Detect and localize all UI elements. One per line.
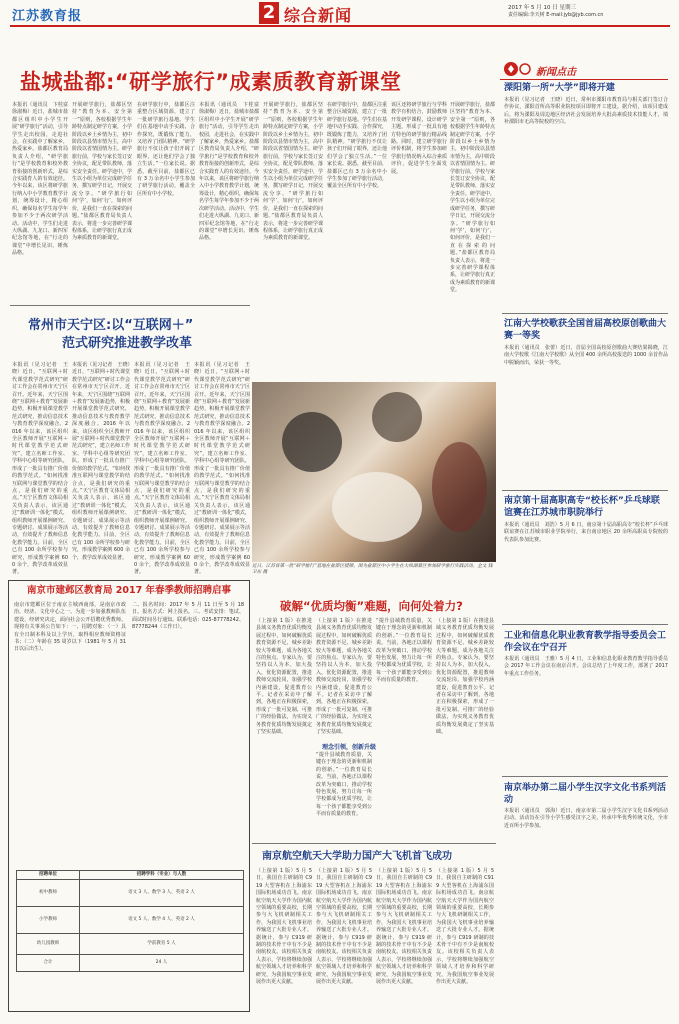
article3-col-4: （上接第 1 版）在推进县域义务教育优质均衡发展过程中，如何破解优质教育资源不足、城乡差距较大等难题，成为各地关注的焦点。专家认为，要坚持以人为本，加大投入，优化资源配置，推进教师交流轮岗，加强学校内涵建设，促进教育公平。记者在采访中了解到，各地正在积极探索，形成了一批可复制、可推广的经验做法，为实现义务教育优质均衡发展奠定了坚实基础。: [436, 618, 494, 736]
table-row: 小学教师 语文 5 人、数学 4 人、英语 2 人: [17, 907, 244, 934]
article2-col-2: 本报讯（见习记者 王晓）近日，“互联网＋时代课堂教学范式研究”研讨工作会在常州市天宁区召开。近年来，天宁区围绕“互联网＋教育”发展新趋势，积极开展课堂教学范式研究，推动信息技术与教育教学深度融合。2016 年以来，该区组织全区教师开展“互联网＋时代课堂教学范式研究”，建立名师工作室、学科中心组等研究团队，形成了一批具有推广价值的教学范式。“如何找准互联网与课堂教学的结合点，是我们研究的重点。”天宁区教育文体局相关负责人表示，该区通过“教研训一体化”模式，组织教师开展课例研究、专题研讨、成果展示等活动，有效提升了教师信息化教学能力。目前，全区已有 100 余所学校参与研究，形成教学案例 600 余个，教学改革成效显著。: [72, 362, 130, 561]
article3-col-2b: “提升县域教育质量，关键在于理念的更新和机制的创新。”一位教育局长说。当前，各地正以课程改革为突破口，推动学校特色发展，努力让每一所学校都成为优质学校，让每一个孩子都能享受到公平而有质量的教育。: [316, 752, 372, 818]
page-number-badge: 2: [259, 2, 279, 24]
article3-col-1: （上接第 1 版）在推进县域义务教育优质均衡发展过程中，如何破解优质教育资源不足、城乡差距较大等难题，成为各地关注的焦点。专家认为，要坚持以人为本，加大投入，优化资源配置，推进教师交流轮岗，加强学校内涵建设，促进教育公平。记者在采访中了解到，各地正在积极探索，形成了一批可复制、可推广的经验做法，为实现义务教育优质均衡发展奠定了坚实基础。: [256, 618, 312, 736]
article4-col-3: （上接第 1 版）5 月 5 日，我国自主研制的 C919 大型客机在上海浦东国际机场成功首飞。南京航空航天大学作为国内航空领域的重要高校，长期参与大飞机研制相关工作，为我国大飞机事业培养输送了大批专业人才。据统计，参与 C919 研制的技术骨干中有不少是南航校友。该校相关负责人表示，学校将继续加强航空领域人才培养和科学研究，为我国航空事业发展作出更大贡献。: [376, 868, 432, 986]
article3-subhead: 理念引领，创新升级: [322, 744, 377, 751]
editor-line: 责任编辑:李天树 E-mail:jyb@jyb.com.cn: [508, 12, 604, 18]
sidebar-item-body: 本报讯（通讯员 郭海）近日，南京市第二届小学生汉字文化书系列活动启动。活动旨在引导小学生感受汉字之美，传承中华优秀传统文化，全市近百所小学参加。: [504, 808, 668, 829]
main-headline: 盐城盐都:“研学旅行”成素质教育新课堂: [20, 70, 402, 94]
sidebar-tag: 新闻点击: [536, 67, 576, 78]
main-article-col-1: 本报讯（通讯员 卞桂富 徐淑梅）近日，盐城市盐都区组织中小学生开展“研学旅行”活动，引导学生走出校园，走进社会，在实践中了解家乡，热爱家乡。盐都区教育局负责人介绍，“研学旅行”是学校教育和校外教育衔接的创新形式，是综合实践育人的有效途径。今年以来，该区将研学旅行纳入中小学教育教学计划，统筹设计，精心组织，确保每名学生每学年参加不少于两次研学活动。活动中，学生们走进大纵湖、九龙口、新四军纪念馆等地，在“行走的课堂”中增长见识、锤炼品格。: [12, 102, 74, 257]
photo-caption: 近日，江苏省第一批“研学旅行”基地在盐都区授牌。图为盐都区中小学生在大纵湖景区参加研学旅行实践活动。全文 钱卫东 摄: [252, 564, 493, 576]
divider: [502, 776, 668, 777]
divider: [252, 843, 496, 844]
divider: [502, 490, 668, 491]
divider: [10, 305, 250, 306]
news-photo: [252, 382, 496, 562]
article3-col-2: （上接第 1 版）在推进县域义务教育优质均衡发展过程中，如何破解优质教育资源不足、城乡差距较大等难题，成为各地关注的焦点。专家认为，要坚持以人为本，加大投入，优化资源配置，推进教师交流轮岗，加强学校内涵建设，促进教育公平。记者在采访中了解到，各地正在积极探索，形成了一批可复制、可推广的经验做法，为实现义务教育优质均衡发展奠定了坚实基础。: [316, 618, 372, 736]
issue-date: 2017 年 5 月 10 日 星期三: [508, 5, 576, 11]
article2-headline-line1: 常州市天宁区:以“互联网＋”: [28, 318, 194, 333]
sidebar-item-body: 本报讯（见习记者 王晓）近日，常州市溧阳市教育局与相关部门签订合作协议，溧阳首所高等职业院校项目即将开工建设。据介绍，该项目建成后，将为溧阳及周边地区经济社会发展培养大批高素质技术技能人才，填补溧阳市无高等院校的空白。: [504, 97, 668, 126]
article4-headline: 南京航空航天大学助力国产大飞机首飞成功: [262, 851, 452, 862]
table-row: 合计 24 人: [17, 955, 244, 972]
recruitment-intro: 南京市建邺区位于南京主城西南部，是南京市政治、经济、文化中心之一。为进一步加强教师队伍建设，经研究决定，面向社会公开招聘优秀教师。现将有关事项公告如下：一、招聘对象：（一）具有全日制本科及以上学历，取得相应教师资格证书；（二）年龄在 35 周岁以下（1981 年 5 月 31 日以后出生）。: [14, 602, 126, 653]
main-article-col-2: 开展研学旅行，盐都区坚持“教育为本、安全第一”原则，各校根据学生年龄特点制定研学方案，小学阶段以乡土乡情为主，初中阶段以县情市情为主，高中阶段以省情国情为主。研学旅行前，学校与家长签订安全协议，配足带队教师，落实安全责任。研学途中，学生以小组为单位完成研学任务，撰写研学日记，开展交流分享。“研学旅行如何‘学’，如何‘行’，如何评价，是我们一直在探索的问题。”盐都区教育局负责人表示，将进一步完善研学课程体系，让研学旅行真正成为素质教育的新课堂。: [72, 102, 133, 242]
main-article-col-3: 在研学旅行中，盐都区注重整合区域资源，建立了一批研学旅行基地。学生们在基地中动手实践、合作探究，既锻炼了能力，又培养了团队精神。“研学旅行不仅让孩子们开阔了眼界，还让他们学会了独立生活。”一位家长说。据悉，截至目前，盐都区已有 3 万余名中小学生参加了研学旅行活动，覆盖全区所有中小学校。: [137, 102, 195, 197]
article4-col-4: （上接第 1 版）5 月 5 日，我国自主研制的 C919 大型客机在上海浦东国际机场成功首飞。南京航空航天大学作为国内航空领域的重要高校，长期参与大飞机研制相关工作，为我国大飞机事业培养输送了大批专业人才。据统计，参与 C919 研制的技术骨干中有不少是南航校友。该校相关负责人表示，学校将继续加强航空领域人才培养和科学研究，为我国航空事业发展作出更大贡献。: [436, 868, 494, 986]
main-article-col-8: 开展研学旅行，盐都区坚持“教育为本、安全第一”原则，各校根据学生年龄特点制定研学方案，小学阶段以乡土乡情为主，初中阶段以县情市情为主，高中阶段以省情国情为主。研学旅行前，学校与家长签订安全协议，配足带队教师，落实安全责任。研学途中，学生以小组为单位完成研学任务，撰写研学日记，开展交流分享。“研学旅行如何‘学’，如何‘行’，如何评价，是我们一直在探索的问题。”盐都区教育局负责人表示，将进一步完善研学课程体系，让研学旅行真正成为素质教育的新课堂。: [450, 102, 496, 294]
article2-col-1: 本报讯（见习记者 王晓）近日，“互联网＋时代课堂教学范式研究”研讨工作会在常州市天宁区召开。近年来，天宁区围绕“互联网＋教育”发展新趋势，积极开展课堂教学范式研究，推动信息技术与教育教学深度融合。2016 年以来，该区组织全区教师开展“互联网＋时代课堂教学范式研究”，建立名师工作室、学科中心组等研究团队，形成了一批具有推广价值的教学范式。“如何找准互联网与课堂教学的结合点，是我们研究的重点。”天宁区教育文体局相关负责人表示，该区通过“教研训一体化”模式，组织教师开展课例研究、专题研讨、成果展示等活动，有效提升了教师信息化教学能力。目前，全区已有 100 余所学校参与研究，形成教学案例 600 余个，教学改革成效显著。: [12, 362, 68, 576]
sidebar-item-title: 溧阳第一所“大学”即将开建: [504, 83, 615, 93]
header-rule: [10, 25, 670, 27]
table-header-unit: 招聘单位: [17, 871, 80, 880]
news-click-icon: [503, 61, 533, 77]
recruitment-title: 南京市建邺区教育局 2017 年春季教师招聘启事: [26, 585, 232, 596]
article2-col-4: 本报讯（见习记者 王晓）近日，“互联网＋时代课堂教学范式研究”研讨工作会在常州市天宁区召开。近年来，天宁区围绕“互联网＋教育”发展新趋势，积极开展课堂教学范式研究，推动信息技术与教育教学深度融合。2016 年以来，该区组织全区教师开展“互联网＋时代课堂教学范式研究”，建立名师工作室、学科中心组等研究团队，形成了一批具有推广价值的教学范式。“如何找准互联网与课堂教学的结合点，是我们研究的重点。”天宁区教育文体局相关负责人表示，该区通过“教研训一体化”模式，组织教师开展课例研究、专题研讨、成果展示等活动，有效提升了教师信息化教学能力。目前，全区已有 100 余所学校参与研究，形成教学案例 600 余个，教学改革成效显著。: [194, 362, 250, 576]
sidebar-item-body: 本报讯（通讯员 王雅）5 月 4 日，工业和信息化职业教育教学指导委员会 2017 年工作会议在南京召开。会议总结了上年度工作，部署了 2017 年重点工作任务。: [504, 656, 668, 677]
main-article-col-6: 在研学旅行中，盐都区注重整合区域资源，建立了一批研学旅行基地。学生们在基地中动手实践、合作探究，既锻炼了能力，又培养了团队精神。“研学旅行不仅让孩子们开阔了眼界，还让他们学会了独立生活。”一位家长说。据悉，截至目前，盐都区已有 3 万余名中小学生参加了研学旅行活动，覆盖全区所有中小学校。: [327, 102, 388, 190]
sidebar-item-body: 本报讯（通讯员 刘浩）5 月 6 日，南京第十届高职高专“校长杯”乒乓球联谊赛在江苏城市职业学院举行，来自南京地区 20 余所高职高专院校的代表队参加比赛。: [504, 522, 668, 543]
sidebar-item-title: 南京举办第二届小学生汉字文化书系列活动: [504, 783, 667, 805]
main-article-col-7: 该区还将研学旅行与学科教学有机结合，鼓励教师开发研学课程，设计研学主题，形成了一批具有地方特色的研学旅行精品线路。同时，建立研学旅行评价机制，将学生参加研学旅行情况纳入综合素质评价，促进学生全面发展。: [391, 102, 447, 175]
divider: [502, 624, 668, 625]
recruitment-details: 二、报名时间：2017 年 5 月 11 日至 5 月 18 日。报名方式：网上报名。三、考试安排：笔试、面试时间另行通知。联系电话：025-87778242、87778244（工作日）。: [132, 602, 244, 631]
recruitment-table: [16, 870, 244, 972]
table-row: 幼儿园教师 学前教育 5 人: [17, 934, 244, 955]
sidebar-item-title: 南京第十届高职高专“校长杯”乒乓球联谊赛在江苏城市职院举行: [504, 496, 660, 518]
section-title: 综合新闻: [284, 6, 353, 25]
article2-headline-line2: 范式研究推进教学改革: [62, 336, 193, 351]
sidebar-item-body: 本报讯（通讯员 张蕾）近日，首届全国高校原创歌曲大赛结果揭晓，江南大学校歌《江南大学校歌》从全国 400 余所高校报送的 1000 余首作品中脱颖而出，荣获一等奖。: [504, 345, 668, 366]
article3-col-3: “提升县域教育质量，关键在于理念的更新和机制的创新。”一位教育局长说。当前，各地正以课程改革为突破口，推动学校特色发展，努力让每一所学校都成为优质学校，让每一个孩子都能享受到公平而有质量的教育。: [376, 618, 432, 684]
article3-headline: 破解“优质均衡”难题，向何处着力?: [280, 599, 463, 613]
table-row: 初中教师 语文 3 人、数学 3 人、英语 2 人: [17, 880, 244, 907]
sidebar-item-title: 工业和信息化职业教育教学指导委员会工作会议在宁召开: [504, 631, 667, 653]
sidebar-rule: [500, 79, 668, 80]
article4-col-2: （上接第 1 版）5 月 5 日，我国自主研制的 C919 大型客机在上海浦东国际机场成功首飞。南京航空航天大学作为国内航空领域的重要高校，长期参与大飞机研制相关工作，为我国大飞机事业培养输送了大批专业人才。据统计，参与 C919 研制的技术骨干中有不少是南航校友。该校相关负责人表示，学校将继续加强航空领域人才培养和科学研究，为我国航空事业发展作出更大贡献。: [316, 868, 372, 986]
sidebar-item-title: 江南大学校歌获全国首届高校原创歌曲大赛一等奖: [504, 319, 667, 341]
table-header-subjects: 招聘学科（专业）与人数: [79, 871, 243, 880]
main-article-col-5: 开展研学旅行，盐都区坚持“教育为本、安全第一”原则，各校根据学生年龄特点制定研学方案，小学阶段以乡土乡情为主，初中阶段以县情市情为主，高中阶段以省情国情为主。研学旅行前，学校与家长签订安全协议，配足带队教师，落实安全责任。研学途中，学生以小组为单位完成研学任务，撰写研学日记，开展交流分享。“研学旅行如何‘学’，如何‘行’，如何评价，是我们一直在探索的问题。”盐都区教育局负责人表示，将进一步完善研学课程体系，让研学旅行真正成为素质教育的新课堂。: [263, 102, 324, 242]
main-article-col-4: 本报讯（通讯员 卞桂富 徐淑梅）近日，盐城市盐都区组织中小学生开展“研学旅行”活动，引导学生走出校园，走进社会，在实践中了解家乡，热爱家乡。盐都区教育局负责人介绍，“研学旅行”是学校教育和校外教育衔接的创新形式，是综合实践育人的有效途径。今年以来，该区将研学旅行纳入中小学教育教学计划，统筹设计，精心组织，确保每名学生每学年参加不少于两次研学活动。活动中，学生们走进大纵湖、九龙口、新四军纪念馆等地，在“行走的课堂”中增长见识、锤炼品格。: [199, 102, 265, 242]
article4-col-1: （上接第 1 版）5 月 5 日，我国自主研制的 C919 大型客机在上海浦东国际机场成功首飞。南京航空航天大学作为国内航空领域的重要高校，长期参与大飞机研制相关工作，为我国大飞机事业培养输送了大批专业人才。据统计，参与 C919 研制的技术骨干中有不少是南航校友。该校相关负责人表示，学校将继续加强航空领域人才培养和科学研究，为我国航空事业发展作出更大贡献。: [256, 868, 312, 986]
article2-col-3: 本报讯（见习记者 王晓）近日，“互联网＋时代课堂教学范式研究”研讨工作会在常州市天宁区召开。近年来，天宁区围绕“互联网＋教育”发展新趋势，积极开展课堂教学范式研究，推动信息技术与教育教学深度融合。2016 年以来，该区组织全区教师开展“互联网＋时代课堂教学范式研究”，建立名师工作室、学科中心组等研究团队，形成了一批具有推广价值的教学范式。“如何找准互联网与课堂教学的结合点，是我们研究的重点。”天宁区教育文体局相关负责人表示，该区通过“教研训一体化”模式，组织教师开展课例研究、专题研讨、成果展示等活动，有效提升了教师信息化教学能力。目前，全区已有 100 余所学校参与研究，形成教学案例 600 余个，教学改革成效显著。: [134, 362, 190, 576]
divider: [502, 313, 668, 314]
newspaper-logo: 江苏教育报: [12, 9, 83, 24]
